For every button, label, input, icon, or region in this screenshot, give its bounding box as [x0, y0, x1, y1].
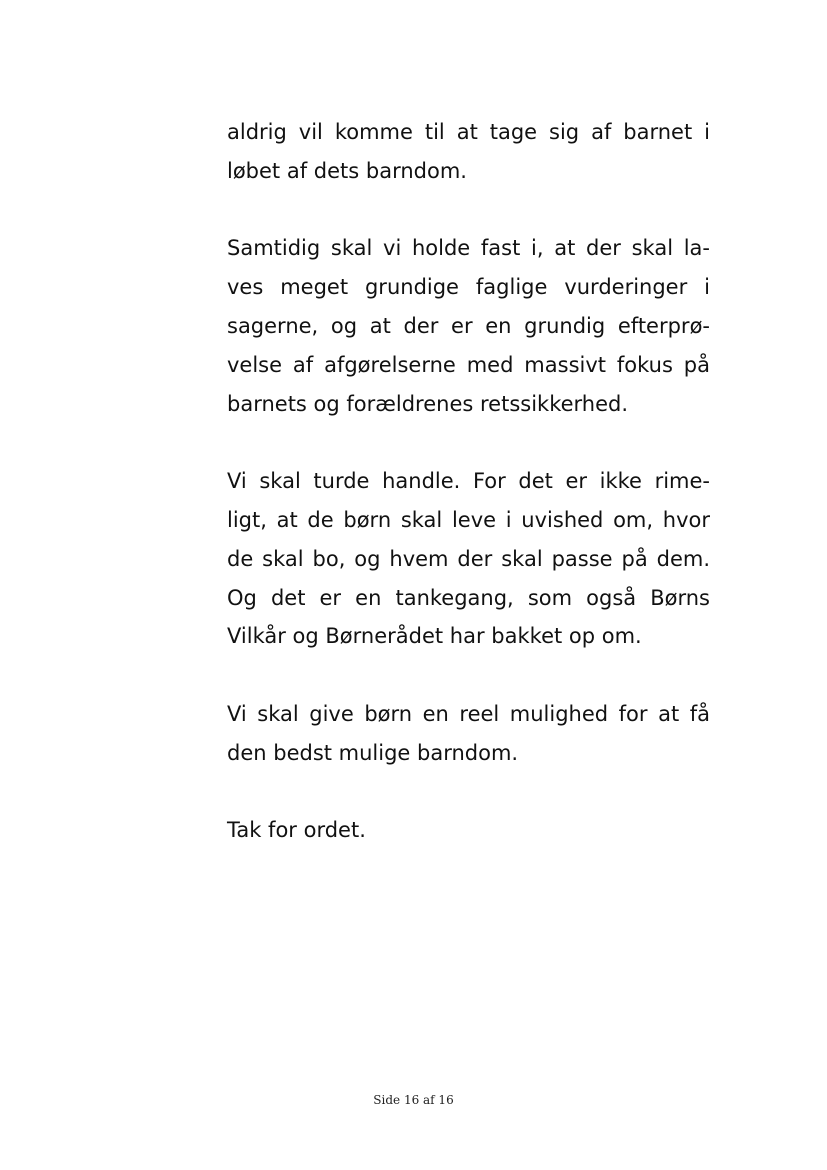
- paragraph-line: ligt, at de børn skal leve i uvished om, hvor: [227, 507, 710, 532]
- paragraph-line: løbet af dets barndom.: [227, 158, 467, 183]
- paragraph-line: barnets og forældrenes retssikkerhed.: [227, 391, 629, 416]
- paragraph-line: sagerne, og at der er en grundig efterprø-: [227, 313, 710, 338]
- paragraph-line: Tak for ordet.: [227, 818, 366, 843]
- paragraph-line: Vi skal turde handle. For det er ikke rime-: [227, 469, 710, 494]
- paragraph-line: ves meget grundige faglige vurderinger i: [227, 275, 710, 300]
- page-body: [227, 113, 710, 850]
- page-number-footer: Side 16 af 16: [373, 1093, 454, 1107]
- paragraph-line: velse af afgørelserne med massivt fokus på: [227, 352, 710, 377]
- paragraph-line: aldrig vil komme til at tage sig af barnet i: [227, 120, 710, 144]
- body-paragraph: [227, 462, 710, 656]
- paragraph-line: Og det er en tankegang, som også Børns: [227, 585, 710, 610]
- paragraph-line: Vilkår og Børnerådet har bakket op om.: [227, 624, 642, 649]
- paragraph-line: den bedst mulige barndom.: [227, 740, 519, 765]
- body-paragraph: [227, 811, 710, 850]
- paragraph-line: de skal bo, og hvem der skal passe på dem.: [227, 546, 710, 571]
- body-paragraph: [227, 229, 710, 423]
- body-paragraph: [227, 695, 710, 773]
- paragraph-line: Samtidig skal vi holde fast i, at der skal la-: [227, 236, 710, 261]
- body-paragraph: [227, 113, 710, 191]
- paragraph-line: Vi skal give børn en reel mulighed for at få: [227, 701, 710, 726]
